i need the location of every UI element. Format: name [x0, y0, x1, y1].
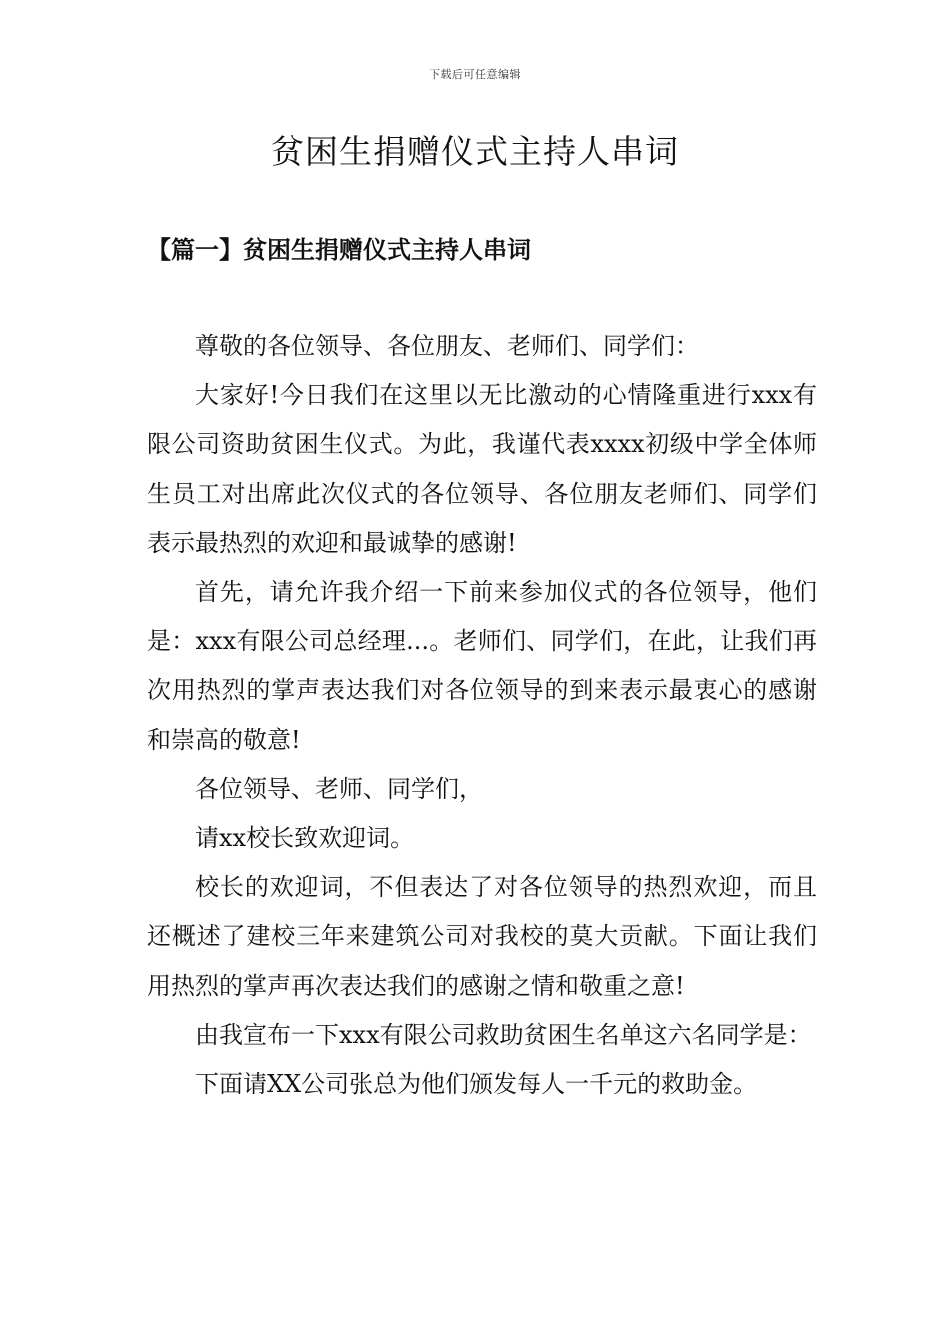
paragraph-address: 各位领导、老师、同学们， — [195, 774, 483, 803]
paragraph-greeting: 大家好!今日我们在这里以无比激动的心情隆重进行xxx有限公司资助贫困生仪式。为此，我谨代表xxxx初级中学全体师生员工对出席此次仪式的各位领导、各位朋友老师们、同学们表示最热烈的欢迎和最诚挚的感谢! — [147, 381, 817, 557]
header-note: 下载后可任意编辑 — [429, 68, 521, 81]
section-heading: 【篇一】贫困生捐赠仪式主持人串词 — [147, 235, 531, 264]
paragraph-principal-summary: 校长的欢迎词，不但表达了对各位领导的热烈欢迎，而且还概述了建校三年来建筑公司对我校的莫大贡献。下面让我们用热烈的掌声再次表达我们的感谢之情和敬重之意! — [147, 873, 817, 1000]
paragraph-salutation: 尊敬的各位领导、各位朋友、老师们、同学们： — [195, 332, 699, 360]
paragraph-principal-invite: 请xx校长致欢迎词。 — [195, 824, 415, 853]
paragraph-award: 下面请XX公司张总为他们颁发每人一千元的救助金。 — [195, 1070, 758, 1099]
paragraph-announcement: 由我宣布一下xxx有限公司救助贫困生名单这六名同学是： — [195, 1020, 812, 1049]
paragraph-introduction: 首先，请允许我介绍一下前来参加仪式的各位领导，他们是：xxx有限公司总经理...。老师们、同学们，在此，让我们再次用热烈的掌声表达我们对各位领导的到来表示最衷心的感谢和崇高的敬意! — [147, 578, 817, 754]
document-title: 贫困生捐赠仪式主持人串词 — [271, 132, 679, 171]
document-body — [147, 322, 817, 1109]
